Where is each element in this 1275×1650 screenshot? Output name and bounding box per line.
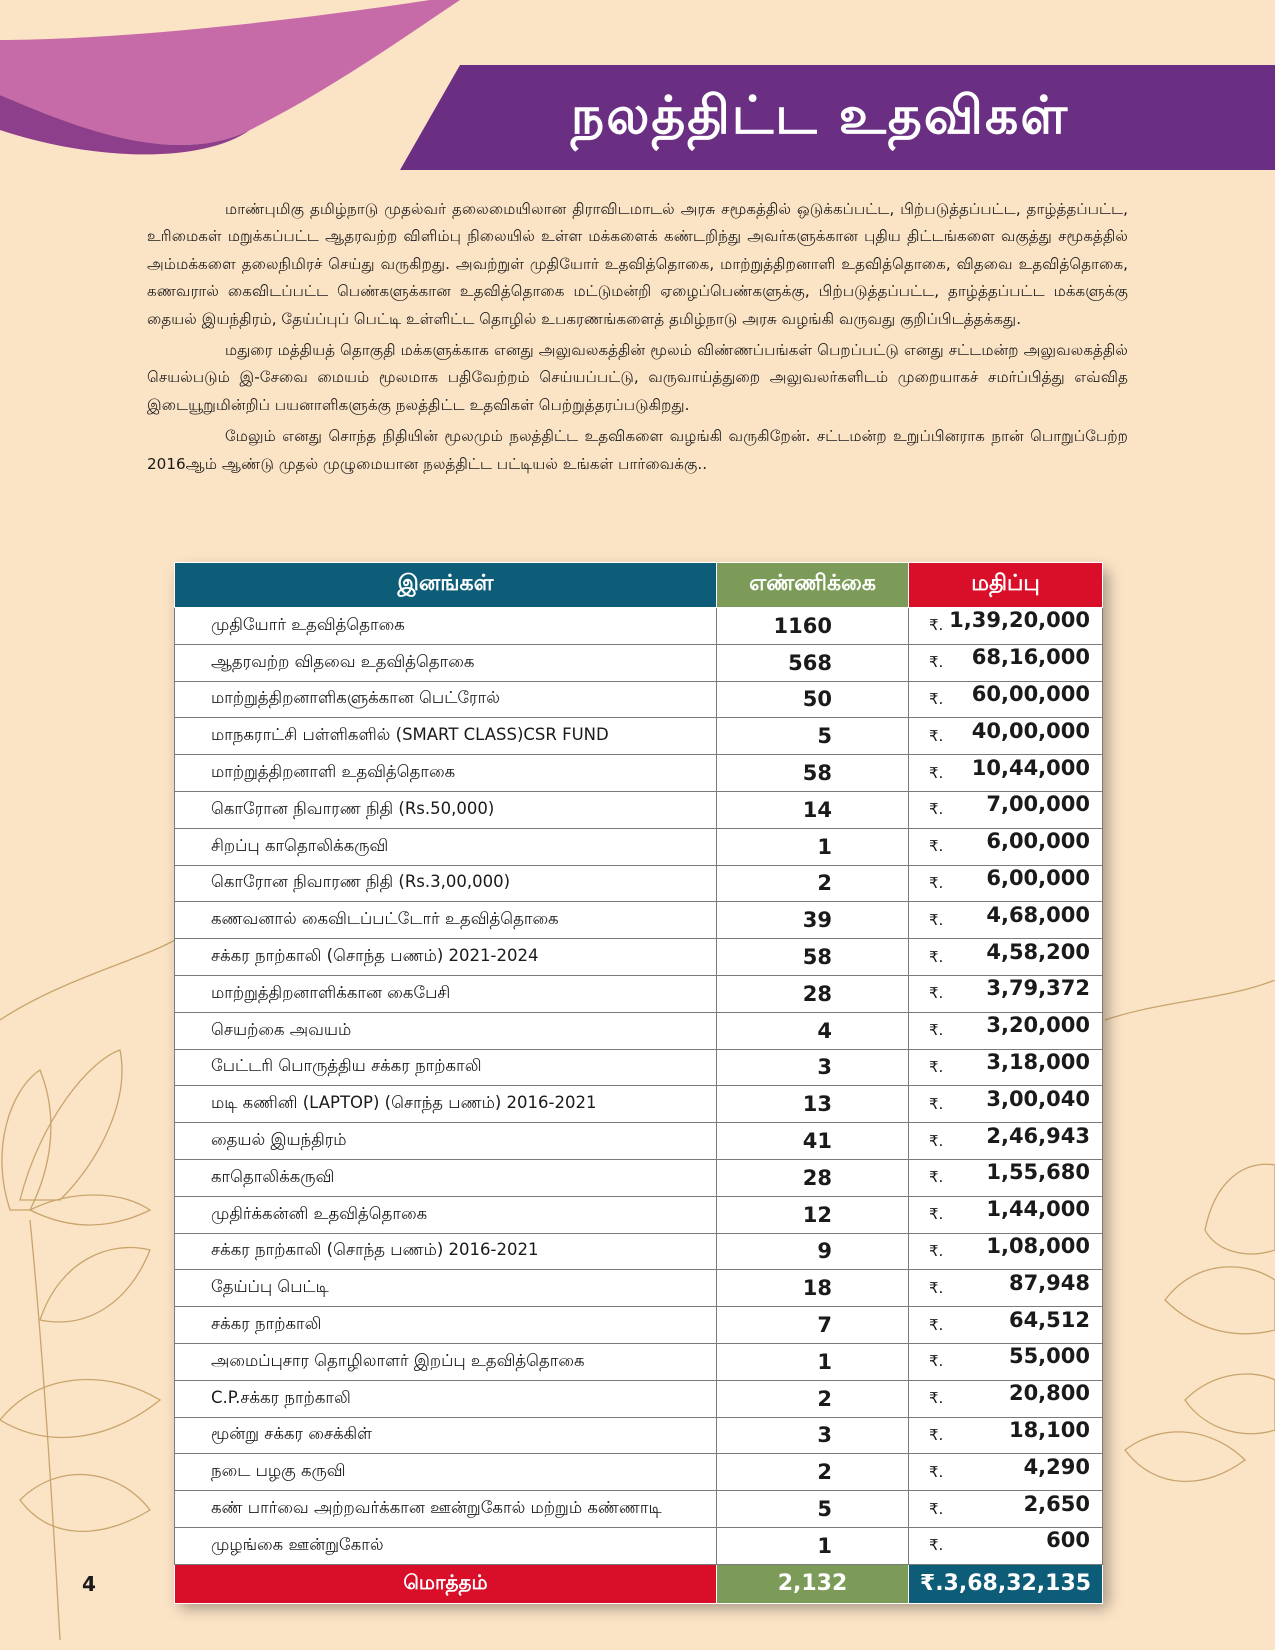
item-name-cell: செயற்கை அவயம்	[175, 1012, 717, 1049]
value-cell	[909, 1233, 1103, 1270]
amount-text: 7,00,000	[986, 792, 1090, 817]
item-name-cell: மாநகராட்சி பள்ளிகளில் (SMART CLASS)CSR FUND	[175, 718, 717, 755]
table-row	[175, 1086, 1103, 1123]
count-cell: 1	[717, 1527, 909, 1564]
page-number: 4	[82, 1572, 96, 1596]
amount-text: 3,79,372	[986, 976, 1090, 1001]
count-cell: 1	[717, 828, 909, 865]
item-name-cell: சக்கர நாற்காலி (சொந்த பணம்) 2016-2021	[175, 1233, 717, 1270]
table-header-row	[175, 563, 1103, 608]
amount-text: 1,55,680	[986, 1160, 1090, 1185]
column-header-value: மதிப்பு	[909, 563, 1103, 608]
value-cell	[909, 1527, 1103, 1564]
value-cell	[909, 1307, 1103, 1344]
count-cell: 9	[717, 1233, 909, 1270]
table-row	[175, 755, 1103, 792]
value-cell	[909, 718, 1103, 755]
amount-text: 2,650	[1023, 1491, 1090, 1516]
table-row	[175, 1380, 1103, 1417]
item-name-cell: நடை பழகு கருவி	[175, 1454, 717, 1491]
item-name-cell: முதியோர் உதவித்தொகை	[175, 608, 717, 645]
rupee-symbol: ₹.	[929, 1168, 944, 1187]
rupee-symbol: ₹.	[929, 873, 944, 892]
count-cell: 5	[717, 718, 909, 755]
count-cell: 12	[717, 1196, 909, 1233]
value-cell	[909, 865, 1103, 902]
table-row	[175, 718, 1103, 755]
item-name-cell: C.P.சக்கர நாற்காலி	[175, 1380, 717, 1417]
table-row	[175, 1527, 1103, 1564]
rupee-symbol: ₹.	[929, 1315, 944, 1334]
rupee-symbol: ₹.	[929, 1094, 944, 1113]
table-row	[175, 1417, 1103, 1454]
count-cell: 3	[717, 1417, 909, 1454]
item-name-cell: கொரோன நிவாரண நிதி (Rs.3,00,000)	[175, 865, 717, 902]
rupee-symbol: ₹.	[929, 726, 944, 745]
table-row	[175, 791, 1103, 828]
count-cell: 2	[717, 865, 909, 902]
value-cell	[909, 1086, 1103, 1123]
value-cell	[909, 1380, 1103, 1417]
value-cell	[909, 1123, 1103, 1160]
amount-text: 6,00,000	[986, 829, 1090, 854]
flower-illustration-left	[0, 900, 175, 1640]
total-count: 2,132	[717, 1564, 909, 1603]
column-header-count: எண்ணிக்கை	[717, 563, 909, 608]
rupee-symbol: ₹.	[929, 1462, 944, 1481]
count-cell: 5	[717, 1491, 909, 1528]
value-cell	[909, 681, 1103, 718]
rupee-symbol: ₹.	[929, 1021, 944, 1040]
count-cell: 13	[717, 1086, 909, 1123]
amount-text: 87,948	[1008, 1270, 1090, 1295]
count-cell: 58	[717, 939, 909, 976]
rupee-symbol: ₹.	[929, 1205, 944, 1224]
item-name-cell: மாற்றுத்திறனாளி உதவித்தொகை	[175, 755, 717, 792]
amount-text: 6,00,000	[986, 865, 1090, 890]
table-row	[175, 865, 1103, 902]
intro-text	[147, 196, 1128, 482]
amount-text: 1,39,20,000	[949, 608, 1090, 633]
total-label: மொத்தம்	[175, 1564, 717, 1603]
item-name-cell: ஆதரவற்ற விதவை உதவித்தொகை	[175, 644, 717, 681]
rupee-symbol: ₹.	[929, 1389, 944, 1408]
table-row	[175, 828, 1103, 865]
rupee-symbol: ₹.	[929, 653, 944, 672]
rupee-symbol: ₹.	[929, 1278, 944, 1297]
item-name-cell: சக்கர நாற்காலி (சொந்த பணம்) 2021-2024	[175, 939, 717, 976]
rupee-symbol: ₹.	[929, 984, 944, 1003]
rupee-symbol: ₹.	[929, 1499, 944, 1518]
amount-text: 64,512	[1008, 1307, 1090, 1332]
rupee-symbol: ₹.	[929, 616, 944, 635]
table-row	[175, 975, 1103, 1012]
value-cell	[909, 1012, 1103, 1049]
item-name-cell: தையல் இயந்திரம்	[175, 1123, 717, 1160]
amount-text: 55,000	[1008, 1344, 1090, 1369]
table-row	[175, 1123, 1103, 1160]
count-cell: 58	[717, 755, 909, 792]
count-cell: 28	[717, 975, 909, 1012]
amount-text: 1,44,000	[986, 1197, 1090, 1222]
count-cell: 50	[717, 681, 909, 718]
table-row	[175, 644, 1103, 681]
table-row	[175, 1049, 1103, 1086]
value-cell	[909, 755, 1103, 792]
amount-text: 4,58,200	[986, 939, 1090, 964]
table-row	[175, 902, 1103, 939]
item-name-cell: பேட்டரி பொருத்திய சக்கர நாற்காலி	[175, 1049, 717, 1086]
table-row	[175, 1491, 1103, 1528]
value-cell	[909, 1454, 1103, 1491]
item-name-cell: காதொலிக்கருவி	[175, 1159, 717, 1196]
count-cell: 2	[717, 1454, 909, 1491]
rupee-symbol: ₹.	[929, 837, 944, 856]
table-row	[175, 1012, 1103, 1049]
count-cell: 3	[717, 1049, 909, 1086]
table-row	[175, 1307, 1103, 1344]
value-cell	[909, 1270, 1103, 1307]
decorative-ribbon	[0, 0, 460, 170]
count-cell: 14	[717, 791, 909, 828]
count-cell: 1	[717, 1343, 909, 1380]
item-name-cell: மூன்று சக்கர சைக்கிள்	[175, 1417, 717, 1454]
value-cell	[909, 1159, 1103, 1196]
rupee-symbol: ₹.	[929, 1057, 944, 1076]
value-cell	[909, 608, 1103, 645]
amount-text: 2,46,943	[986, 1123, 1090, 1148]
intro-paragraph: மதுரை மத்தியத் தொகுதி மக்களுக்காக எனது அலுவலகத்தின் மூலம் விண்ணப்பங்கள் பெறப்பட்டு எனது சட்டமன்ற அலுவலகத்தில் செயல்படும் இ-சேவை மையம் மூலமாக பதிவேற்றம் செய்யப்பட்டு, வருவாய்த்துறை அலுவலர்களிடம் முறையாகச் சமர்ப்பித்து எவ்வித இடையூறுமின்றிப் பயனாளிகளுக்கு நலத்திட்ட உதவிகள் பெற்றுத்தரப்படுகிறது.	[147, 341, 1128, 414]
rupee-symbol: ₹.	[929, 1536, 944, 1555]
rupee-symbol: ₹.	[929, 689, 944, 708]
value-cell	[909, 791, 1103, 828]
item-name-cell: சக்கர நாற்காலி	[175, 1307, 717, 1344]
amount-text: 68,16,000	[971, 645, 1090, 670]
value-cell	[909, 1343, 1103, 1380]
amount-text: 3,18,000	[986, 1049, 1090, 1074]
rupee-symbol: ₹.	[929, 1425, 944, 1444]
rupee-symbol: ₹.	[929, 763, 944, 782]
count-cell: 2	[717, 1380, 909, 1417]
value-cell	[909, 828, 1103, 865]
count-cell: 41	[717, 1123, 909, 1160]
value-cell	[909, 1049, 1103, 1086]
item-name-cell: மாற்றுத்திறனாளிக்கான கைபேசி	[175, 975, 717, 1012]
table-row	[175, 681, 1103, 718]
table-row	[175, 608, 1103, 645]
intro-paragraph: மாண்புமிகு தமிழ்நாடு முதல்வர் தலைமையிலான திராவிடமாடல் அரசு சமூகத்தில் ஒடுக்கப்பட்ட, பிற்படுத்தப்பட்ட, தாழ்த்தப்பட்ட, உரிமைகள் மறுக்கப்பட்ட ஆதரவற்ற விளிம்பு நிலையில் உள்ள மக்களைக் கண்டறிந்து அவர்களுக்கான புதிய திட்டங்களை வகுத்து சமூகத்தில் அம்மக்களை தலைநிமிரச் செய்து வருகிறது. அவற்றுள் முதியோர் உதவித்தொகை, மாற்றுத்திறனாளி உதவித்தொகை, விதவை உதவித்தொகை, கணவரால் கைவிடப்பட்ட பெண்களுக்கான உதவித்தொகை மட்டுமன்றி ஏழைப்பெண்களுக்கு, பிற்படுத்தப்பட்ட, தாழ்த்தப்பட்ட மக்களுக்கு தையல் இயந்திரம், தேய்ப்புப் பெட்டி உள்ளிட்ட தொழில் உபகரணங்களைத் தமிழ்நாடு அரசு வழங்கி வருவது குறிப்பிடத்தக்கது.	[147, 200, 1128, 328]
item-name-cell: கணவனால் கைவிடப்பட்டோர் உதவித்தொகை	[175, 902, 717, 939]
rupee-symbol: ₹.	[929, 1241, 944, 1260]
welfare-aid-table	[174, 562, 1103, 1604]
count-cell: 1160	[717, 608, 909, 645]
amount-text: 4,68,000	[986, 902, 1090, 927]
rupee-symbol: ₹.	[929, 910, 944, 929]
count-cell: 568	[717, 644, 909, 681]
amount-text: 60,00,000	[971, 681, 1090, 706]
table-row	[175, 1159, 1103, 1196]
column-header-items: இனங்கள்	[175, 563, 717, 608]
item-name-cell: சிறப்பு காதொலிக்கருவி	[175, 828, 717, 865]
amount-text: 1,08,000	[986, 1233, 1090, 1258]
amount-text: 3,00,040	[986, 1086, 1090, 1111]
amount-text: 40,00,000	[971, 718, 1090, 743]
count-cell: 4	[717, 1012, 909, 1049]
item-name-cell: அமைப்புசார தொழிலாளர் இறப்பு உதவித்தொகை	[175, 1343, 717, 1380]
table-row	[175, 1233, 1103, 1270]
value-cell	[909, 1196, 1103, 1233]
item-name-cell: மாற்றுத்திறனாளிகளுக்கான பெட்ரோல்	[175, 681, 717, 718]
count-cell: 7	[717, 1307, 909, 1344]
item-name-cell: கொரோன நிவாரண நிதி (Rs.50,000)	[175, 791, 717, 828]
value-cell	[909, 1491, 1103, 1528]
count-cell: 18	[717, 1270, 909, 1307]
item-name-cell: கண் பார்வை அற்றவர்க்கான ஊன்றுகோல் மற்றும் கண்ணாடி	[175, 1491, 717, 1528]
flower-illustration-right	[1105, 980, 1275, 1540]
rupee-symbol: ₹.	[929, 1131, 944, 1150]
amount-text: 10,44,000	[971, 755, 1090, 780]
amount-text: 20,800	[1008, 1381, 1090, 1406]
rupee-symbol: ₹.	[929, 947, 944, 966]
count-cell: 28	[717, 1159, 909, 1196]
value-cell	[909, 902, 1103, 939]
page-title: நலத்திட்ட உதவிகள்	[570, 85, 1070, 146]
item-name-cell: முழங்கை ஊன்றுகோல்	[175, 1527, 717, 1564]
item-name-cell: தேய்ப்பு பெட்டி	[175, 1270, 717, 1307]
amount-text: 18,100	[1008, 1417, 1090, 1442]
item-name-cell: மடி கணினி (LAPTOP) (சொந்த பணம்) 2016-2021	[175, 1086, 717, 1123]
value-cell	[909, 1417, 1103, 1454]
table-row	[175, 1343, 1103, 1380]
table-row	[175, 939, 1103, 976]
rupee-symbol: ₹.	[929, 800, 944, 819]
total-row	[175, 1564, 1103, 1603]
count-cell: 39	[717, 902, 909, 939]
table-row	[175, 1454, 1103, 1491]
table-row	[175, 1270, 1103, 1307]
amount-text: 3,20,000	[986, 1013, 1090, 1038]
rupee-symbol: ₹.	[929, 1352, 944, 1371]
total-value: ₹.3,68,32,135	[909, 1564, 1103, 1603]
value-cell	[909, 939, 1103, 976]
item-name-cell: முதிர்க்கன்னி உதவித்தொகை	[175, 1196, 717, 1233]
table-row	[175, 1196, 1103, 1233]
amount-text: 4,290	[1023, 1454, 1090, 1479]
amount-text: 600	[1046, 1528, 1090, 1553]
value-cell	[909, 975, 1103, 1012]
intro-paragraph: மேலும் எனது சொந்த நிதியின் மூலமும் நலத்திட்ட உதவிகளை வழங்கி வருகிறேன். சட்டமன்ற உறுப்பினராக நான் பொறுப்பேற்ற 2016ஆம் ஆண்டு முதல் முழுமையான நலத்திட்ட பட்டியல் உங்கள் பார்வைக்கு..	[147, 427, 1128, 473]
value-cell	[909, 644, 1103, 681]
